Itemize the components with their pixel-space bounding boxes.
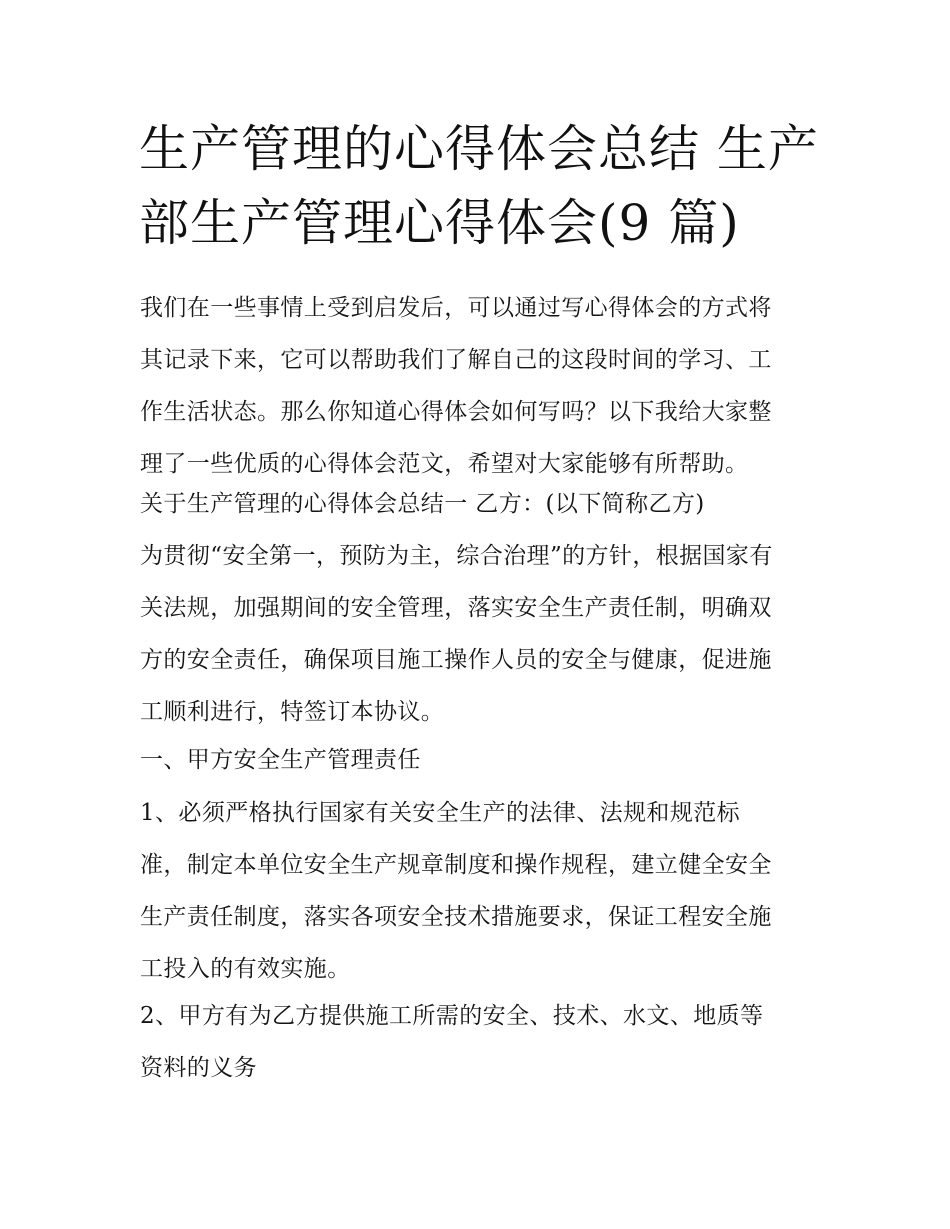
article-heading [140,478,820,530]
intro-line-2: 其记录下来，它可以帮助我们了解自己的这段时间的学习、工 [140,347,772,373]
item1-line-1: 1、必须严格执行国家有关安全生产的法律、法规和规范标 [140,800,741,826]
intro-line-4: 理了一些优质的心得体会范文，希望对大家能够有所帮助。 [140,451,749,477]
item2-line-1: 2、甲方有为乙方提供施工所需的安全、技术、水文、地质等 [140,1003,764,1029]
title-line-1: 生产管理的心得体会总结 生产 [139,120,819,178]
list-item-2 [140,990,820,1094]
item1-line-4: 工投入的有效实施。 [140,956,351,982]
intro-paragraph [140,282,820,490]
purpose-line-1: 为贯彻“安全第一，预防为主，综合治理”的方针，根据国家有 [140,543,773,569]
purpose-line-4: 工顺利进行，特签订本协议。 [140,699,445,725]
document-title [139,112,819,260]
purpose-line-3: 方的安全责任，确保项目施工操作人员的安全与健康，促进施 [140,647,772,673]
purpose-paragraph [140,530,820,738]
section-heading [140,734,820,786]
article-heading-text: 关于生产管理的心得体会总结一 乙方：(以下简称乙方) [140,491,705,517]
intro-line-1: 我们在一些事情上受到启发后，可以通过写心得体会的方式将 [140,295,772,321]
item1-line-2: 准，制定本单位安全生产规章制度和操作规程，建立健全安全 [140,852,772,878]
list-item-1 [140,787,820,995]
item1-line-3: 生产责任制度，落实各项安全技术措施要求，保证工程安全施 [140,904,772,930]
title-line-2: 部生产管理心得体会(9 篇) [139,194,740,252]
item2-line-2: 资料的义务 [140,1055,257,1081]
purpose-line-2: 关法规，加强期间的安全管理，落实安全生产责任制，明确双 [140,595,772,621]
section-heading-text: 一、甲方安全生产管理责任 [140,747,421,773]
intro-line-3: 作生活状态。那么你知道心得体会如何写吗？以下我给大家整 [140,399,772,425]
